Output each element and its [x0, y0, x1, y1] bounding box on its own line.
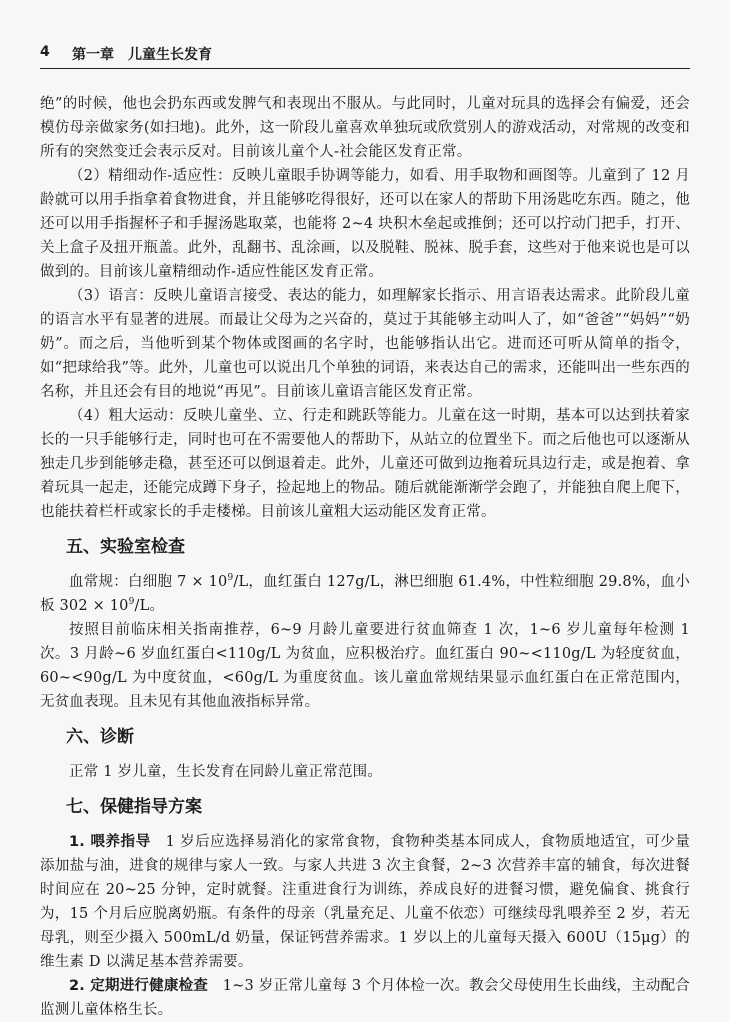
running-header	[40, 40, 690, 69]
section-heading-guidance: 七、保健指导方案	[66, 797, 202, 817]
section-heading-diagnosis: 六、诊断	[66, 727, 134, 747]
paragraph-gross-motor: （4）粗大运动：反映儿童坐、立、行走和跳跃等能力。儿童在这一时期，基本可以达到扶着家长的一只手能够行走，同时也可在不需要他人的帮助下，从站立的位置坐下。而之后他也可以逐渐从独走几步到能够走稳，甚至还可以倒退着走。此外，儿童还可做到边拖着玩具边行走，或是抱着、拿着玩具一起走，还能完成蹲下身子，捡起地上的物品。随后就能渐渐学会跑了，并能独自爬上爬下，也能扶着栏杆或家长的手走楼梯。目前该儿童粗大运动能区发育正常。	[40, 408, 690, 520]
paragraph-diagnosis: 正常 1 岁儿童，生长发育在同龄儿童正常范围。	[69, 764, 383, 780]
paragraph-feeding-guidance: 1. 喂养指导 1 岁后应选择易消化的家常食物，食物种类基本同成人，食物质地适宜，可少量添加盐与油，进食的规律与家人一致。与家人共进 3 次主食餐，2~3 次营养丰富的辅食，每次进餐时间应在 20~25 分钟，定时就餐。注重进食行为训练，养成良好的进餐习惯，避免偏食、挑食行为，15 个月后应脱离奶瓶。有条件的母亲（乳量充足、儿童不依恋）可继续母乳喂养至 2 岁，若无母乳，则至少摄入 500mL/d 奶量，保证钙营养需求。1 岁以上的儿童每天摄入 600U（15μg）的维生素 D 以满足基本营养需要。	[40, 834, 691, 970]
page-number: 4	[40, 44, 50, 60]
section-heading-lab: 五、实验室检查	[66, 537, 185, 557]
paragraph-personal-social: 绝”的时候，他也会扔东西或发脾气和表现出不服从。与此同时，儿童对玩具的选择会有偏爱，还会模仿母亲做家务(如扫地)。此外，这一阶段儿童喜欢单独玩或欣赏别人的游戏活动，对常规的改变和所有的突然变迁会表示反对。目前该儿童个人-社会能区发育正常。	[40, 96, 690, 160]
paragraph-fine-motor: （2）精细动作-适应性：反映儿童眼手协调等能力，如看、用手取物和画图等。儿童到了 12 月龄就可以用手指拿着食物进食，并且能够吃得很好，还可以在家人的帮助下用汤匙吃东西。随之，他还可以用手指握杯子和手握汤匙取菜，也能将 2~4 块积木垒起或推倒；还可以拧动门把手，打开、关上盒子及扭开瓶盖。此外，乱翻书、乱涂画，以及脱鞋、脱袜、脱手套，这些对于他来说也是可以做到的。目前该儿童精细动作-适应性能区发育正常。	[40, 168, 690, 280]
paragraph-health-check: 2. 定期进行健康检查 1~3 岁正常儿童每 3 个月体检一次。教会父母使用生长曲线，主动配合监测儿童体格生长。	[40, 978, 690, 1018]
paragraph-blood-routine: 血常规：白细胞 $7 \times 10^9/L$，血红蛋白 127g/L，淋巴细胞 61.4%，中性粒细胞 29.8%，血小板 $302 \times 10^9/L$。	[40, 573, 690, 614]
paragraph-language: （3）语言：反映儿童语言接受、表达的能力，如理解家长指示、用言语表达需求。此阶段儿童的语言水平有显著的进展。而最让父母为之兴奋的，莫过于其能够主动叫人了，如“爸爸”“妈妈”“奶奶”。而之后，当他听到某个物体或图画的名字时，也能够指认出它。进而还可听从简单的指令，如“把球给我”等。此外，儿童也可以说出几个单独的词语，来表达自己的需求，还能叫出一些东西的名称，并且还会有目的地说“再见”。目前该儿童语言能区发育正常。	[40, 288, 690, 400]
health-check-lead: 2. 定期进行健康检查	[69, 978, 209, 994]
chapter-title: 第一章 儿童生长发育	[72, 47, 212, 63]
feeding-guidance-lead: 1. 喂养指导	[69, 834, 151, 850]
page-body	[40, 92, 690, 1022]
paragraph-anemia-screening: 按照目前临床相关指南推荐，6~9 月龄儿童要进行贫血筛查 1 次，1~6 岁儿童每年检测 1 次。3 月龄~6 岁血红蛋白<110g/L 为贫血，应积极治疗。血红蛋白 90~<110g/L 为轻度贫血，60~<90g/L 为中度贫血，<60g/L 为重度贫血。该儿童血常规结果显示血红蛋白在正常范围内，无贫血表现。且未见有其他血液指标异常。	[40, 622, 690, 710]
